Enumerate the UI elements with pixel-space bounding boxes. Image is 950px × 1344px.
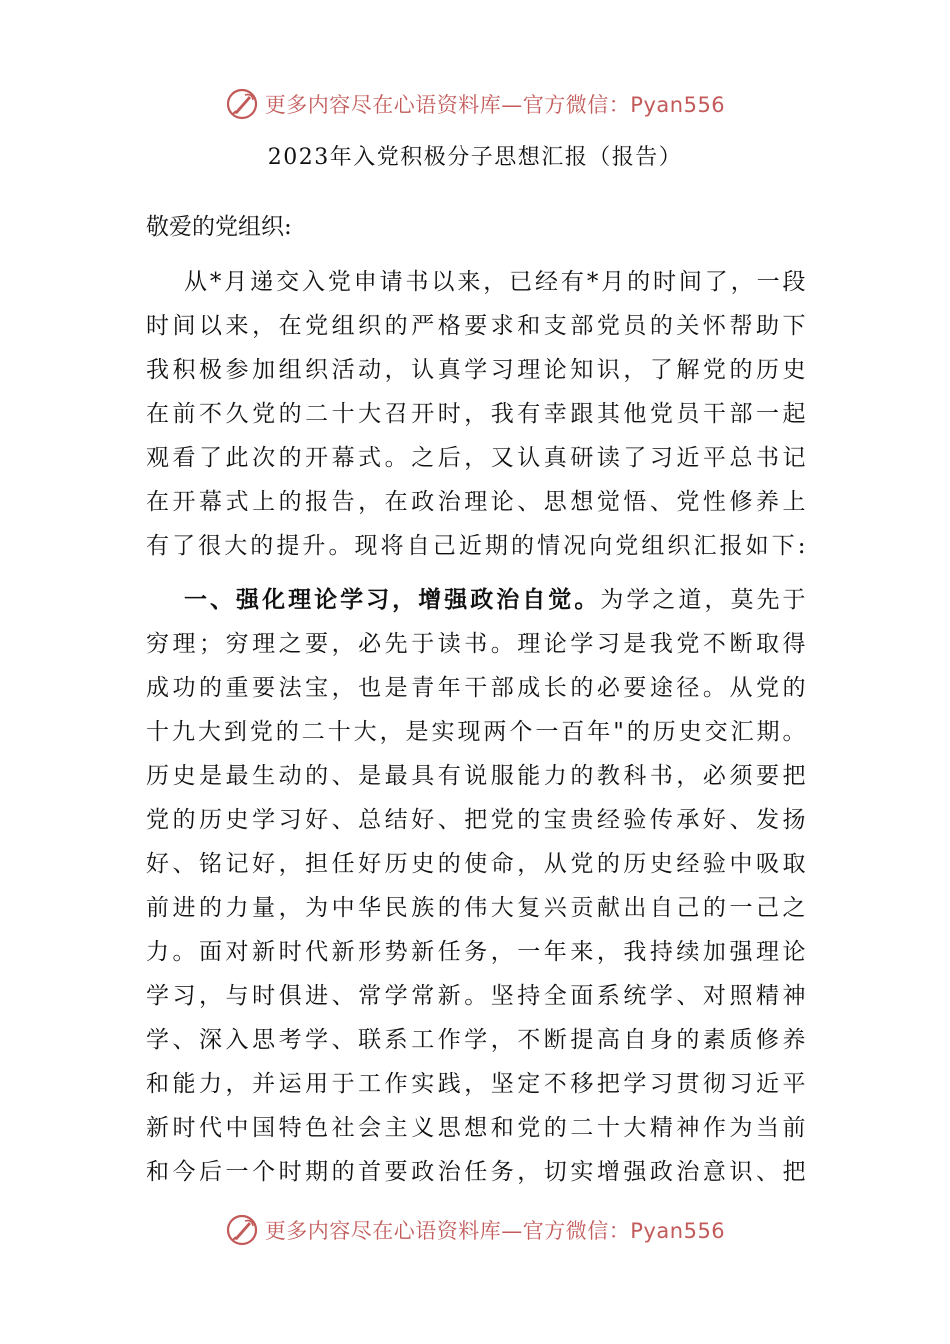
text-line: 和今后一个时期的首要政治任务，切实增强政治意识、把 [146, 1159, 806, 1185]
text-line: 历史是最生动的、是最具有说服能力的教科书，必须要把 [146, 763, 806, 789]
text-line: 学、深入思考学、联系工作学，不断提高自身的素质修养 [146, 1027, 806, 1053]
text-line: 穷理；穷理之要，必先于读书。理论学习是我党不断取得 [146, 631, 806, 657]
salutation: 敬爱的党组织: [146, 214, 292, 240]
text-line: 时间以来，在党组织的严格要求和支部党员的关怀帮助下 [146, 313, 806, 339]
opening-paragraph [146, 260, 806, 568]
text-line: 前进的力量，为中华民族的伟大复兴贡献出自己的一己之 [146, 895, 806, 921]
text-line: 好、铭记好，担任好历史的使命，从党的历史经验中吸取 [146, 851, 806, 877]
watermark-text: 更多内容尽在心语资料库—官方微信：Pyan556 [264, 1219, 726, 1243]
quill-pen-logo-icon [225, 1213, 259, 1247]
text-line: 学习，与时俱进、常学常新。坚持全面系统学、对照精神 [146, 983, 806, 1009]
text-line: 观看了此次的开幕式。之后，又认真研读了习近平总书记 [146, 445, 806, 471]
text-line: 力。面对新时代新形势新任务，一年来，我持续加强理论 [146, 939, 806, 965]
text-line: 新时代中国特色社会主义思想和党的二十大精神作为当前 [146, 1115, 806, 1141]
watermark-text: 更多内容尽在心语资料库—官方微信：Pyan556 [264, 93, 726, 117]
text-line: 成功的重要法宝，也是青年干部成长的必要途径。从党的 [146, 675, 806, 701]
document-title: 2023年入党积极分子思想汇报（报告） [267, 145, 683, 170]
text-line: 十九大到党的二十大，是实现两个一百年"的历史交汇期。 [146, 719, 806, 745]
section-1-heading: 一、强化理论学习，增强政治自觉。 [184, 586, 601, 613]
text-line: 在前不久党的二十大召开时，我有幸跟其他党员干部一起 [146, 401, 806, 427]
footer-watermark-banner [0, 1210, 950, 1250]
section-1-first-line [146, 578, 806, 622]
text-line: 和能力，并运用于工作实践，坚定不移把学习贯彻习近平 [146, 1071, 806, 1097]
header-watermark-banner [0, 84, 950, 124]
quill-pen-logo-icon [225, 87, 259, 121]
section-1-first-line-text: 为学之道，莫先于 [600, 587, 807, 613]
section-1-paragraph [146, 578, 806, 1194]
text-line: 有了很大的提升。现将自己近期的情况向党组织汇报如下: [146, 533, 806, 559]
text-line: 我积极参加组织活动，认真学习理论知识，了解党的历史 [146, 357, 806, 383]
text-line: 从*月递交入党申请书以来，已经有*月的时间了，一段 [184, 269, 806, 295]
text-line: 在开幕式上的报告，在政治理论、思想觉悟、党性修养上 [146, 489, 806, 515]
text-line: 党的历史学习好、总结好、把党的宝贵经验传承好、发扬 [146, 807, 806, 833]
